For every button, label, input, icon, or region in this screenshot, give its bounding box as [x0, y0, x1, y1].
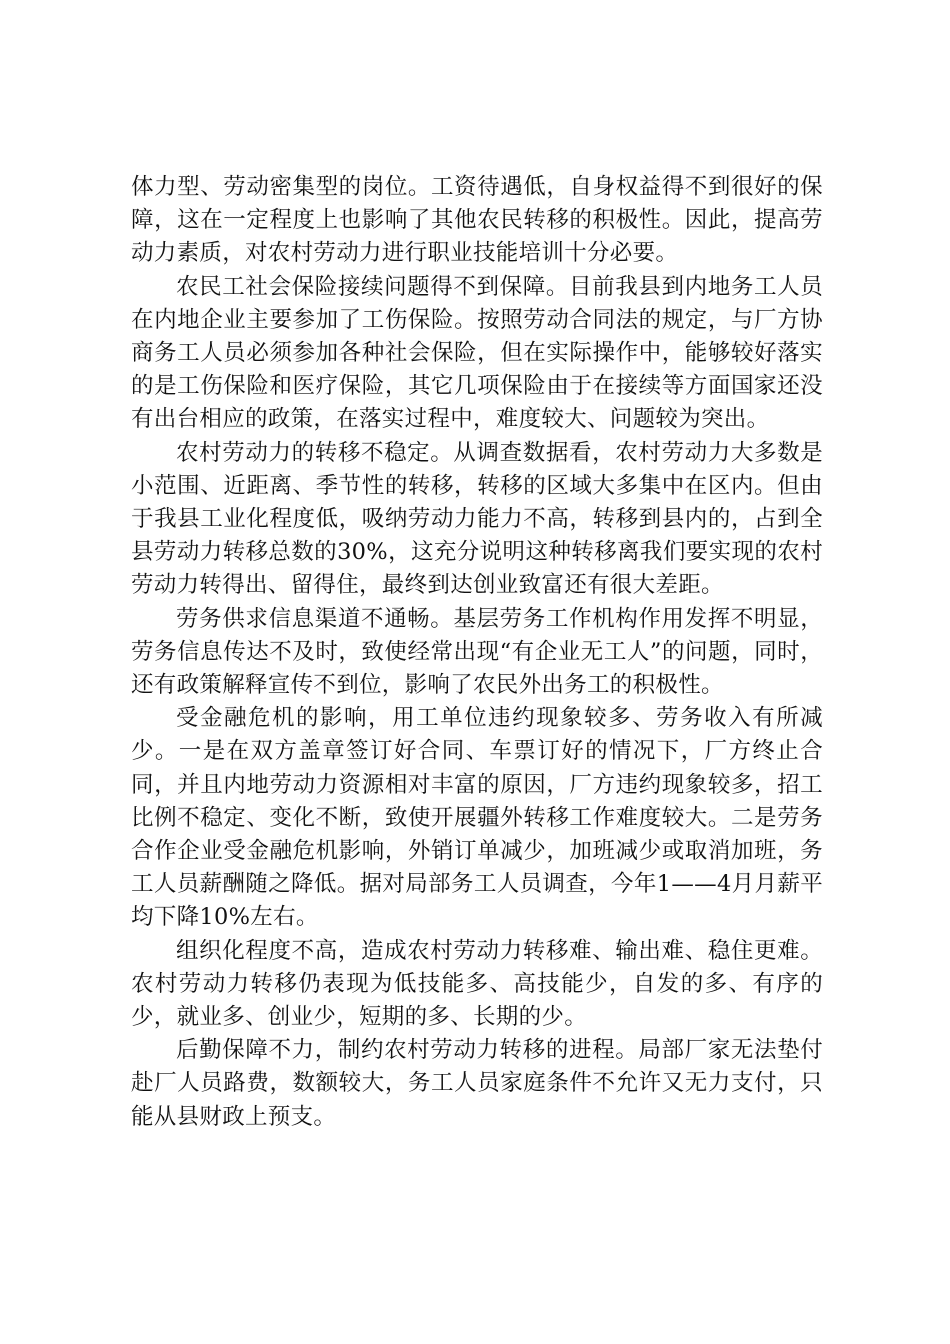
document-body: [131, 171, 823, 1134]
paragraph-information-channels: 劳务供求信息渠道不通畅。基层劳务工作机构作用发挥不明显，劳务信息传达不及时，致使经常出现“有企业无工人”的问题，同时，还有政策解释宣传不到位，影响了农民外出务工的积极性。: [131, 605, 823, 699]
paragraph-low-wage-continuation: 体力型、劳动密集型的岗位。工资待遇低，自身权益得不到很好的保障，这在一定程度上也影响了其他农民转移的积极性。因此，提高劳动力素质，对农村劳动力进行职业技能培训十分必要。: [131, 174, 823, 267]
paragraph-unstable-transfer: 农村劳动力的转移不稳定。从调查数据看，农村劳动力大多数是小范围、近距离、季节性的转移，转移的区域大多集中在区内。但由于我县工业化程度低，吸纳劳动力能力不高，转移到县内的，占到全县劳动力转移总数的30%，这充分说明这种转移离我们要实现的农村劳动力转得出、留得住，最终到达创业致富还有很大差距。: [131, 439, 823, 599]
paragraph-organization-level: 组织化程度不高，造成农村劳动力转移难、输出难、稳住更难。农村劳动力转移仍表现为低技能多、高技能少，自发的多、有序的少，就业多、创业少，短期的多、长期的少。: [131, 937, 823, 1031]
paragraph-social-insurance: 农民工社会保险接续问题得不到保障。目前我县到内地务工人员在内地企业主要参加了工伤保险。按照劳动合同法的规定，与厂方协商务工人员必须参加各种社会保险，但在实际操作中，能够较好落实的是工伤保险和医疗保险，其它几项保险由于在接续等方面国家还没有出台相应的政策，在落实过程中，难度较大、问题较为突出。: [131, 273, 823, 433]
paragraph-financial-crisis: 受金融危机的影响，用工单位违约现象较多、劳务收入有所减少。一是在双方盖章签订好合同、车票订好的情况下，厂方终止合同，并且内地劳动力资源相对丰富的原因，厂方违约现象较多，招工比例不稳定、变化不断，致使开展疆外转移工作难度较大。二是劳务合作企业受金融危机影响，外销订单减少，加班减少或取消加班，务工人员薪酬随之降低。据对局部务工人员调查，今年1——4月月薪平均下降10%左右。: [131, 705, 823, 931]
paragraph-logistics-support: 后勤保障不力，制约农村劳动力转移的进程。局部厂家无法垫付赴厂人员路费，数额较大，务工人员家庭条件不允许又无力支付，只能从县财政上预支。: [131, 1037, 823, 1130]
